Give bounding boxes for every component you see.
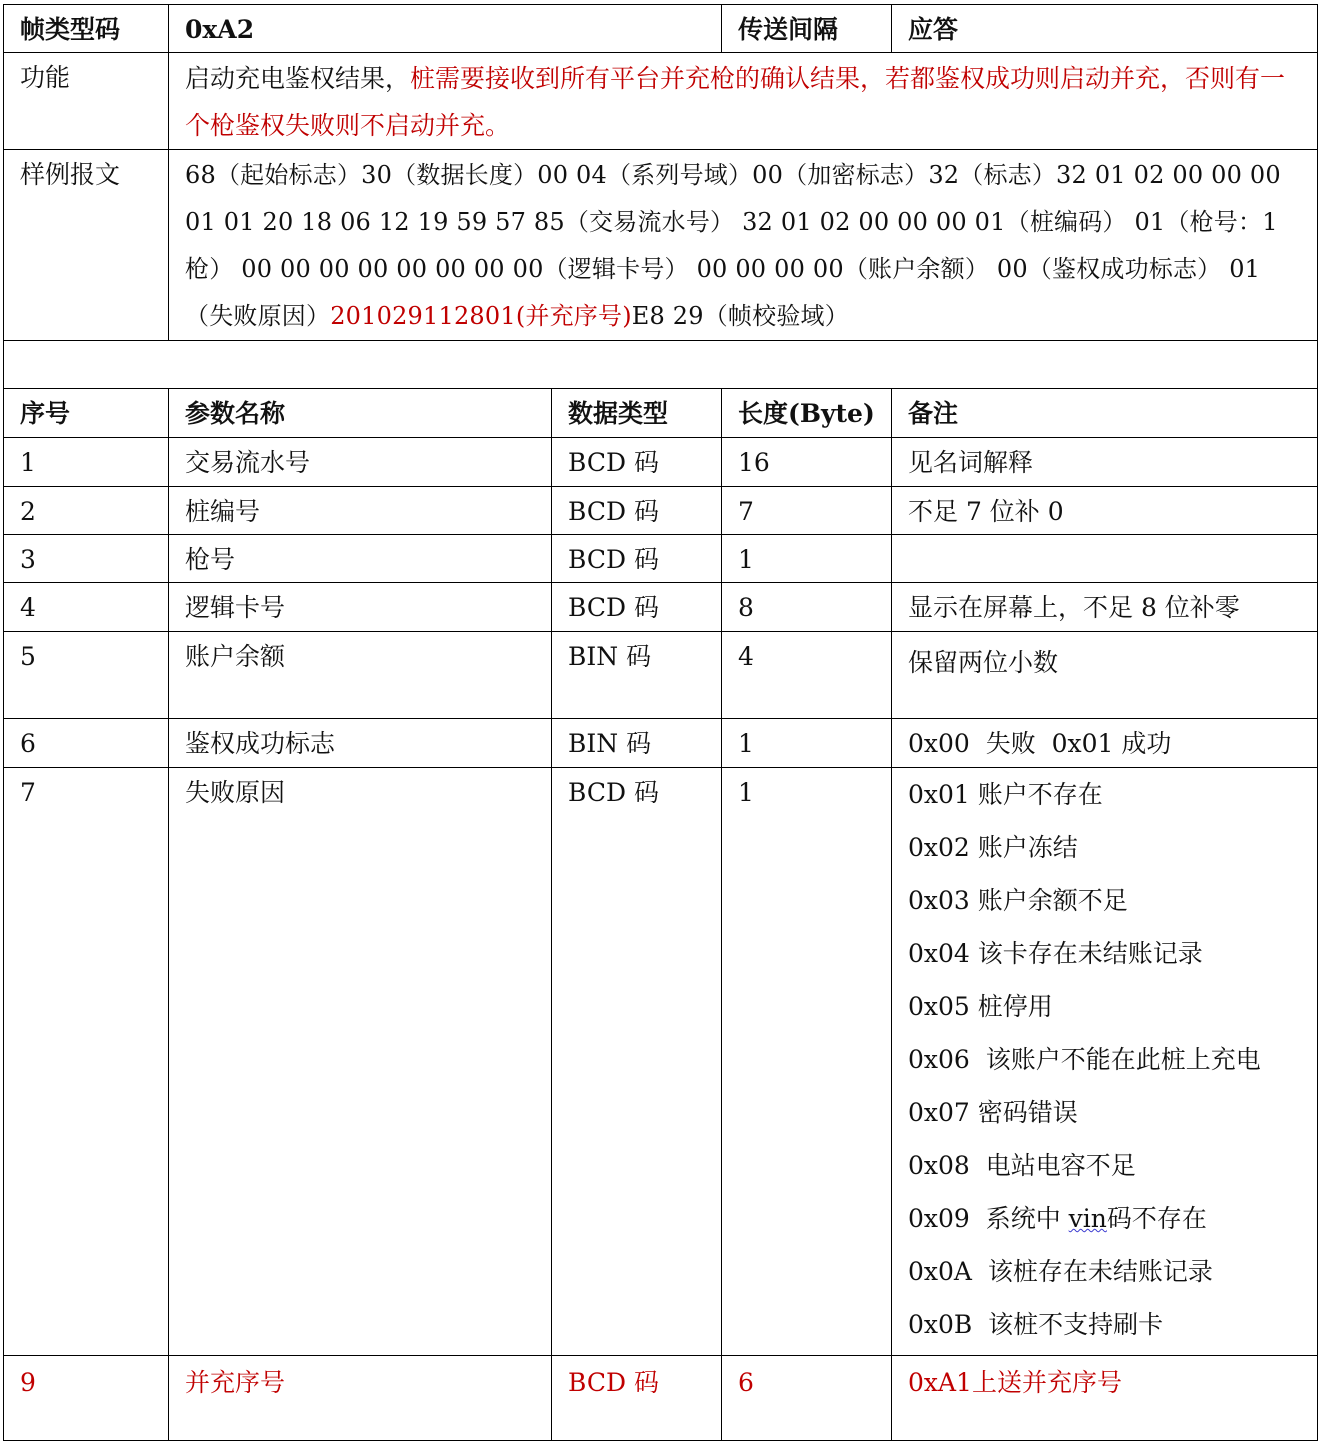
row-length: 7 [722, 487, 892, 535]
fail-reason-list [892, 768, 1318, 1356]
row-name: 失败原因 [169, 768, 552, 1356]
fail-reason-item: 0x08 电站电容不足 [908, 1151, 1136, 1180]
row-name: 并充序号 [169, 1356, 552, 1441]
row-length: 16 [722, 438, 892, 487]
fail-reason-item: 0x01 账户不存在 [908, 780, 1103, 809]
sample-text-tail: E8 29（帧校验域） [631, 302, 849, 330]
header-type: 数据类型 [552, 389, 722, 438]
row-type: BCD 码 [552, 535, 722, 583]
row-type: BCD 码 [552, 438, 722, 487]
function-text-red: 桩需要接收到所有平台并充枪的确认结果，若都鉴权成功则启动并充，否则有一个枪鉴权失败则不启动并充。 [185, 64, 1286, 140]
row-length: 1 [722, 768, 892, 1356]
interval-label: 传送间隔 [722, 5, 892, 53]
function-text-normal: 启动充电鉴权结果， [185, 64, 411, 93]
header-no: 序号 [4, 389, 169, 438]
row-note: 显示在屏幕上，不足 8 位补零 [892, 583, 1318, 632]
fail-reason-vin-tail: 码不存在 [1106, 1204, 1207, 1233]
row-note: 保留两位小数 [892, 632, 1318, 719]
row-length: 4 [722, 632, 892, 719]
row-name: 鉴权成功标志 [169, 719, 552, 768]
row-name: 逻辑卡号 [169, 583, 552, 632]
table-row [4, 583, 1318, 632]
row-length: 1 [722, 535, 892, 583]
row-type: BIN 码 [552, 719, 722, 768]
header-name: 参数名称 [169, 389, 552, 438]
row-name: 账户余额 [169, 632, 552, 719]
sample-text [169, 150, 1318, 341]
sample-text-red: 201029112801(并充序号) [330, 302, 632, 330]
table-row [4, 719, 1318, 768]
row-length: 1 [722, 719, 892, 768]
row-type: BCD 码 [552, 583, 722, 632]
row-length: 8 [722, 583, 892, 632]
row-no: 4 [4, 583, 169, 632]
function-label: 功能 [4, 53, 169, 150]
row-type: BCD 码 [552, 1356, 722, 1441]
header-note: 备注 [892, 389, 1318, 438]
frame-type-row [4, 5, 1318, 53]
row-note: 见名词解释 [892, 438, 1318, 487]
fail-reason-item: 0x0B 该桩不支持刷卡 [908, 1310, 1164, 1339]
frame-type-value: 0xA2 [169, 5, 722, 53]
row-type: BIN 码 [552, 632, 722, 719]
table-row [4, 768, 1318, 1356]
row-no: 9 [4, 1356, 169, 1441]
table-row [4, 1356, 1318, 1441]
row-no: 5 [4, 632, 169, 719]
row-name: 枪号 [169, 535, 552, 583]
row-note: 0x00 失败 0x01 成功 [892, 719, 1318, 768]
function-row [4, 53, 1318, 150]
sample-label: 样例报文 [4, 150, 169, 341]
fail-reason-item-vin [908, 1192, 1303, 1245]
row-no: 1 [4, 438, 169, 487]
row-note [892, 535, 1318, 583]
fail-reason-item: 0x07 密码错误 [908, 1098, 1078, 1127]
sample-row [4, 150, 1318, 341]
spacer-row [4, 341, 1318, 389]
fail-reason-item: 0x06 该账户不能在此桩上充电 [908, 1045, 1261, 1074]
fail-reason-item: 0x03 账户余额不足 [908, 886, 1128, 915]
fail-reason-item: 0x05 桩停用 [908, 992, 1053, 1021]
fail-reason-item: 0x04 该卡存在未结账记录 [908, 939, 1203, 968]
row-no: 3 [4, 535, 169, 583]
row-no: 2 [4, 487, 169, 535]
table-row [4, 438, 1318, 487]
protocol-table [3, 4, 1318, 1441]
fail-reason-item: 0x0A 该桩存在未结账记录 [908, 1257, 1213, 1286]
spacer-cell [4, 341, 1318, 389]
row-name: 交易流水号 [169, 438, 552, 487]
table-row [4, 487, 1318, 535]
row-no: 7 [4, 768, 169, 1356]
row-name: 桩编号 [169, 487, 552, 535]
vin-word: vin [1068, 1204, 1107, 1233]
function-text [169, 53, 1318, 150]
row-type: BCD 码 [552, 487, 722, 535]
row-note: 0xA1上送并充序号 [892, 1356, 1318, 1441]
row-note: 不足 7 位补 0 [892, 487, 1318, 535]
interval-value: 应答 [892, 5, 1318, 53]
table-row [4, 632, 1318, 719]
params-header-row [4, 389, 1318, 438]
header-length: 长度(Byte) [722, 389, 892, 438]
row-no: 6 [4, 719, 169, 768]
fail-reason-vin-prefix: 0x09 系统中 [908, 1204, 1061, 1233]
row-length: 6 [722, 1356, 892, 1441]
row-type: BCD 码 [552, 768, 722, 1356]
fail-reason-item: 0x02 账户冻结 [908, 833, 1078, 862]
table-row [4, 535, 1318, 583]
frame-type-label: 帧类型码 [4, 5, 169, 53]
sample-text-normal: 68（起始标志）30（数据长度）00 04（系列号域）00（加密标志）32（标志）32 01 02 00 00 00 01 01 20 18 06 12 19 59 57 85（交易流水号） 32 01 02 00 00 00 01（桩编码） 01（枪号：1 枪） 00 00 00 00 00 00 00 00（逻辑卡号） 00 00 00 00（账户余额） 00（鉴权成功标志） 01（失败原因） [185, 161, 1281, 330]
